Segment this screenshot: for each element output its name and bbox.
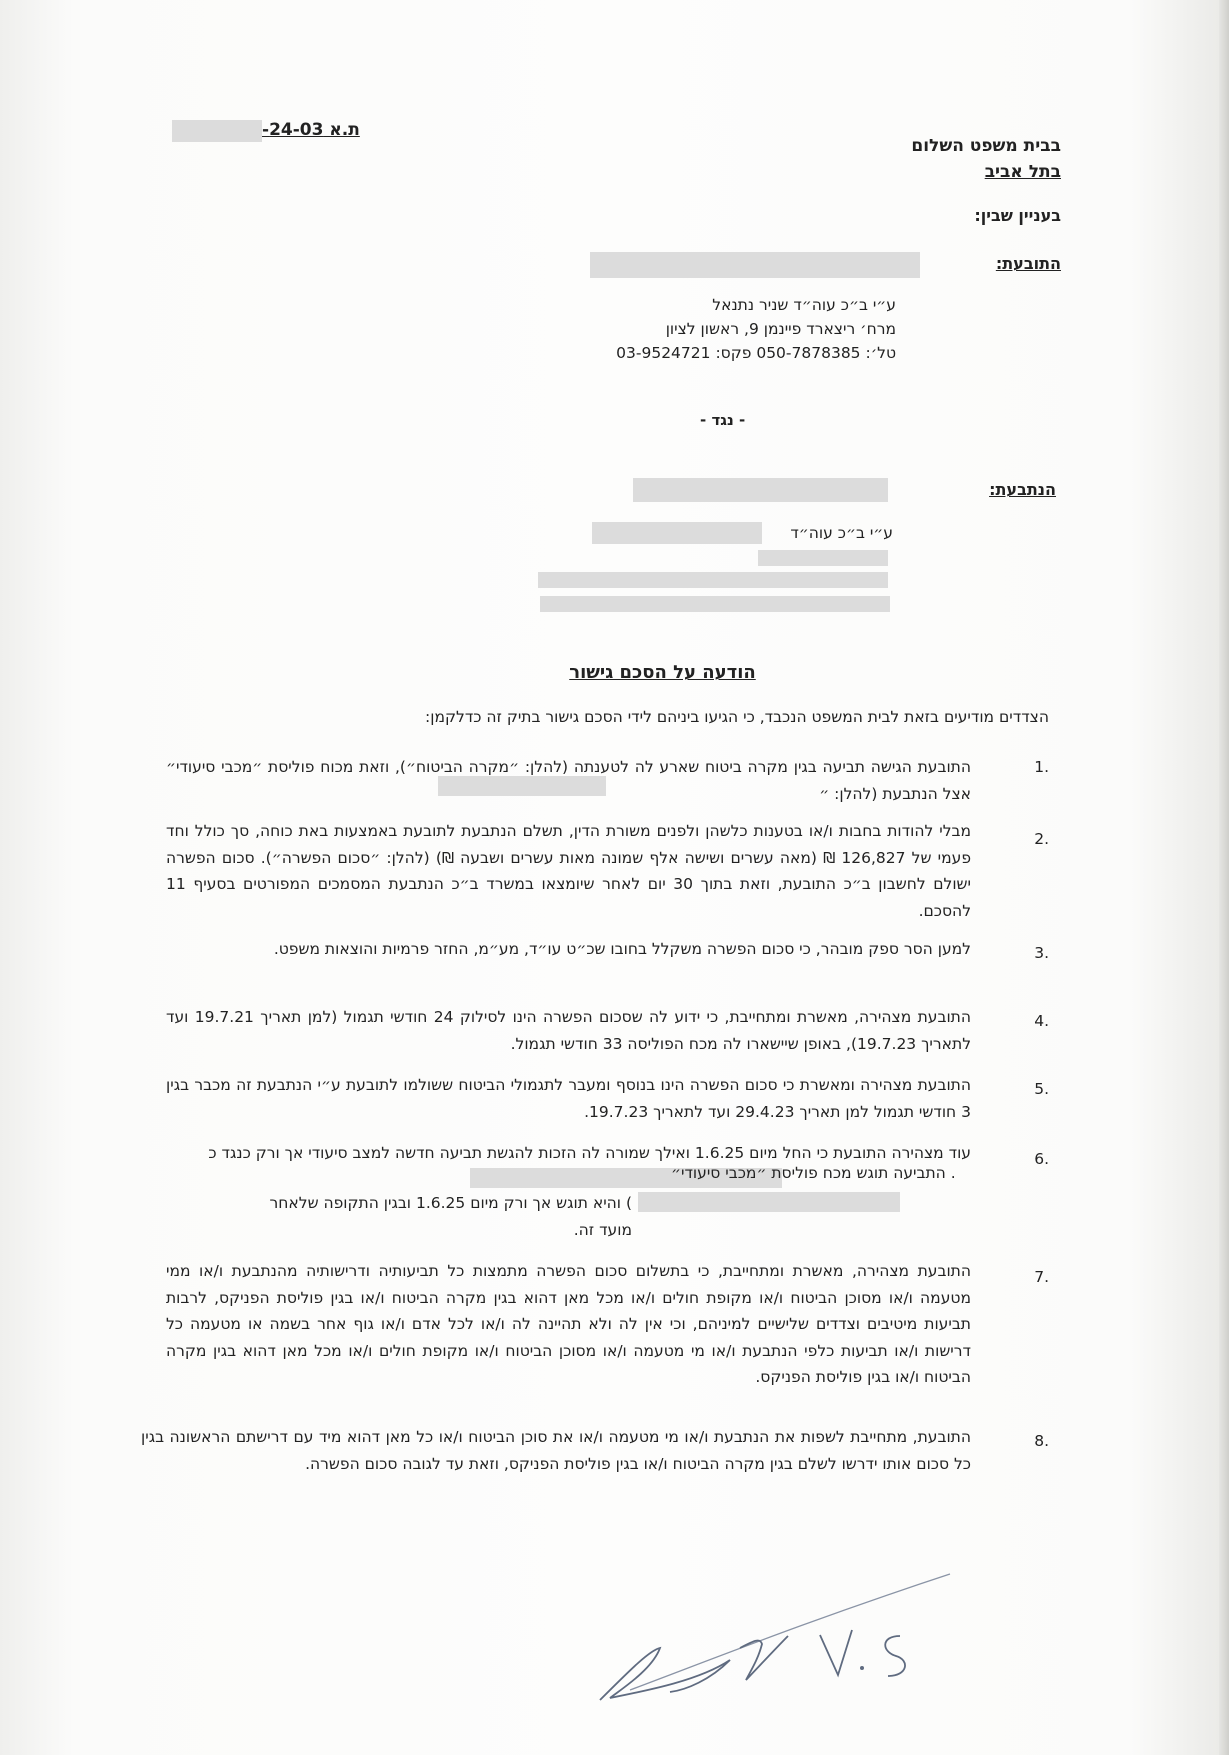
court-location: בתל אביב (984, 162, 1061, 182)
redacted-block (758, 550, 888, 566)
item-text: התובעת הגישה תביעה בגין מקרה ביטוח שארע לה לטענתה (להלן: ״מקרה הביטוח״), וזאת מכוח פוליסת ״מכבי סיעודי״ אצל הנתבעת (להלן: ״ (166, 758, 971, 803)
plaintiff-rep-line1: ע״י ב״כ עוה״ד שניר נתנאל (712, 296, 896, 314)
item-number: 1. (1034, 758, 1049, 776)
intro-text: הצדדים מודיעים בזאת לבית המשפט הנכבד, כי הגיעו ביניהם לידי הסכם גישור בתיק זה כדלקמן: (425, 708, 1049, 726)
defendant-label: הנתבעת: (989, 480, 1056, 499)
court-name: בבית משפט השלום (911, 136, 1061, 156)
item6-part2: . התביעה תוגש מכח פוליסת ״מכבי סיעודי״ (671, 1164, 956, 1182)
item-number: 7. (1034, 1268, 1049, 1286)
redacted-block (638, 1192, 900, 1212)
redacted-block (538, 572, 888, 588)
redacted-block (590, 252, 920, 278)
case-number: ת.א 24-03- (262, 120, 360, 140)
defendant-rep: ע״י ב״כ עוה״ד (790, 524, 893, 542)
item-text: התובעת מצהירה, מאשרת ומתחייבת, כי ידוע לה שסכום הפשרה הינו לסילוק 24 חודשי תגמול (למן תאריך 19.7.21 ועד לתאריך 19.7.23), באופן שיישארו לה מכח הפוליסה 33 חודשי תגמול. (166, 1008, 971, 1053)
item-text: התובעת מצהירה, מאשרת ומתחייבת, כי בתשלום סכום הפשרה מתמצות כל תביעותיה ודרישותיה מהנתבעת ו/או ממי מטעמה ו/או מסוכן הביטוח ו/או מקופת חולים ו/או מכל מאן דהוא בגין מקרה הביטוח ו/או בגין פוליסת הפניקס, לרבות תביעות מיטיבים וצדדים שלישיים למיניהם, וכי אין לה ולא תהיינה לה ו/או לכל אדם ו/או גוף אחר בשמה או מטעמה כל דרישות ו/או תביעות כלפי הנתבעת ו/או מי מטעמה ו/או מסוכן הביטוח ו/או מקופת חולים ו/או מכל מאן דהוא בגין מקרה הביטוח ו/או בגין פוליסת הפניקס. (166, 1262, 971, 1386)
redacted-block (592, 522, 762, 544)
item-text: עוד מצהירה התובעת כי החל מיום 1.6.25 ואילך שמורה לה הזכות להגשת תביעה חדשה למצב סיעודי אך ורק כנגד כ (208, 1144, 971, 1162)
redacted-block (633, 478, 888, 502)
item-number: 8. (1034, 1432, 1049, 1450)
plaintiff-label: התובעת: (995, 254, 1061, 273)
plaintiff-rep-line3: טל׳: 050-7878385 פקס: 03-9524721 (616, 344, 896, 362)
item-number: 4. (1034, 1012, 1049, 1030)
handwritten-signature (590, 1540, 1010, 1710)
item-number: 6. (1034, 1150, 1049, 1168)
item-number: 3. (1034, 944, 1049, 962)
item-text: התובעת מצהירה ומאשרת כי סכום הפשרה הינו בנוסף ומעבר לתגמולי הביטוח ששולמו לתובעת ע״י הנתבעת זה מכבר בגין 3 חודשי תגמול למן תאריך 29.4.23 ועד לתאריך 19.7.23. (166, 1076, 971, 1121)
item-text: מבלי להודות בחבות ו/או בטענות כלשהן ולפנים משורת הדין, תשלם הנתבעת לתובעת באמצעות באת כוחה, סך כולל וחד פעמי של 126,827 ₪ (מאה עשרים ושישה אלף שמונה מאות עשרים ושבעה ₪) (להלן: ״סכום הפשרה״). סכום הפשרה ישולם לחשבון ב״כ התובעת, וזאת בתוך 30 יום לאחר שיומצאו במשרד ב״כ הנתבעת המסמכים המפורטים בסעיף 11 להסכם. (166, 822, 971, 920)
item6-part3: ) והיא תוגש אך ורק מיום 1.6.25 ובגין התקופה שלאחר מועד זה. (269, 1194, 632, 1239)
item-number: 5. (1034, 1080, 1049, 1098)
document-title: הודעה על הסכם גישור (569, 662, 756, 683)
item-text: התובעת, מתחייבת לשפות את הנתבעת ו/או מי מטעמה ו/או את סוכן הביטוח ו/או כל מאן דהוא מיד עם דרישתם הראשונה בגין כל סכום אותו ידרשו לשלם בגין מקרה הביטוח ו/או בגין פוליסת הפניקס, וזאת עד לגובה סכום הפשרה. (141, 1428, 971, 1473)
item-text: למען הסר ספק מובהר, כי סכום הפשרה משקלל בחובו שכ״ט עו״ד, מע״מ, החזר פרמיות והוצאות משפט. (273, 940, 971, 958)
redacted-block (172, 120, 262, 142)
page-edge (1219, 0, 1229, 1755)
item-number: 2. (1034, 830, 1049, 848)
versus: - נגד - (700, 411, 746, 429)
redacted-block (540, 596, 890, 612)
redacted-block (438, 776, 606, 796)
matter-label: בעניין שבין: (974, 206, 1061, 225)
plaintiff-rep-line2: מרח׳ ריצארד פיינמן 9, ראשון לציון (665, 320, 896, 338)
